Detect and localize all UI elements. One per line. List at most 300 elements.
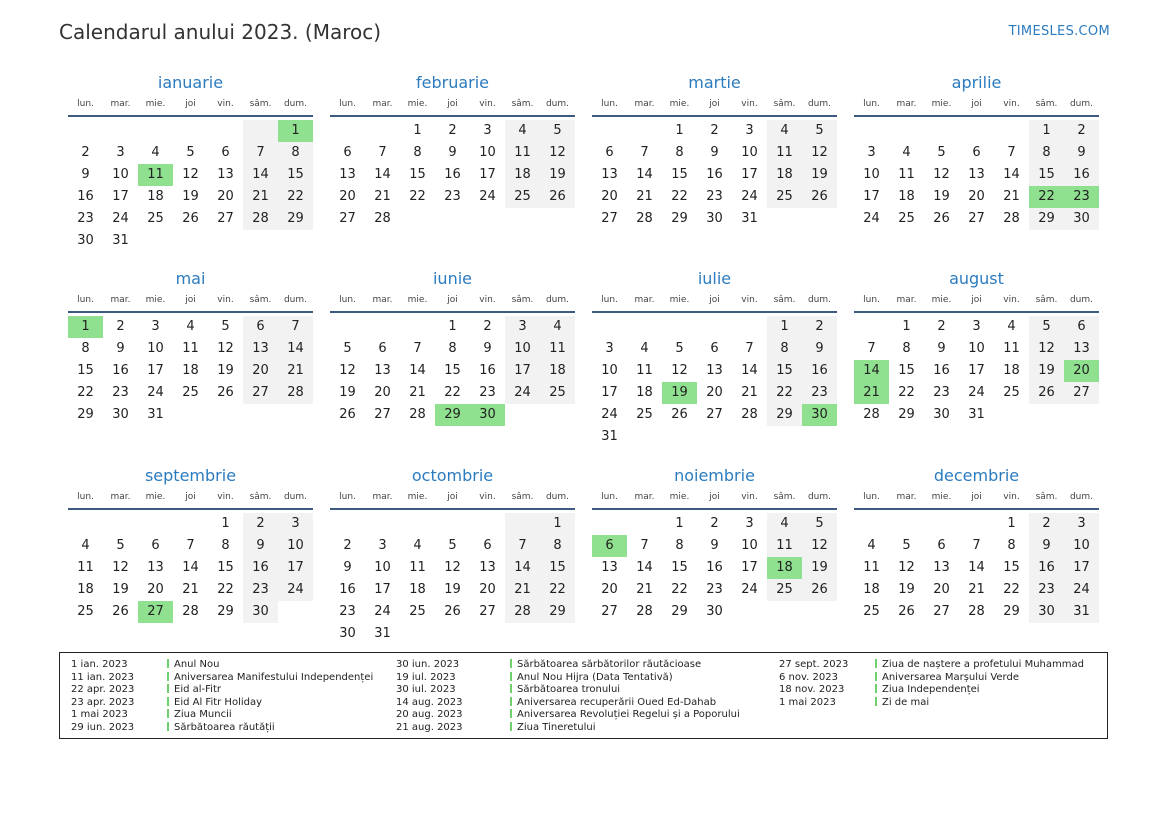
day-cell[interactable]: 15	[767, 360, 802, 382]
day-cell[interactable]: 2	[243, 513, 278, 535]
day-cell[interactable]: 5	[802, 513, 837, 535]
day-cell[interactable]: 1	[540, 513, 575, 535]
day-cell[interactable]: 6	[592, 535, 627, 557]
day-cell[interactable]: 6	[343, 145, 352, 160]
day-cell[interactable]: 4	[413, 538, 422, 553]
day-cell[interactable]: 6	[221, 145, 230, 160]
day-cell[interactable]: 21	[278, 360, 313, 382]
day-cell[interactable]: 3	[605, 341, 614, 356]
day-cell[interactable]: 15	[671, 167, 688, 182]
day-cell[interactable]: 27	[968, 211, 985, 226]
day-cell[interactable]: 3	[867, 145, 876, 160]
day-cell[interactable]: 8	[278, 142, 313, 164]
day-cell[interactable]: 10	[505, 338, 540, 360]
day-cell[interactable]: 28	[409, 407, 426, 422]
day-cell[interactable]: 29	[1003, 604, 1020, 619]
day-cell[interactable]: 29	[671, 211, 688, 226]
day-cell[interactable]: 8	[448, 341, 457, 356]
day-cell[interactable]: 15	[898, 363, 915, 378]
day-cell[interactable]: 11	[767, 142, 802, 164]
day-cell[interactable]: 30	[339, 626, 356, 641]
day-cell[interactable]: 30	[706, 211, 723, 226]
day-cell[interactable]: 6	[605, 145, 614, 160]
day-cell[interactable]: 12	[182, 167, 199, 182]
day-cell[interactable]: 25	[77, 604, 94, 619]
day-cell[interactable]: 15	[77, 363, 94, 378]
day-cell[interactable]: 30	[112, 407, 129, 422]
day-cell[interactable]: 16	[802, 360, 837, 382]
day-cell[interactable]: 26	[898, 604, 915, 619]
day-cell[interactable]: 30	[243, 601, 278, 623]
day-cell[interactable]: 3	[483, 123, 492, 138]
day-cell[interactable]: 1	[675, 516, 684, 531]
day-cell[interactable]: 2	[710, 123, 719, 138]
day-cell[interactable]: 23	[77, 211, 94, 226]
day-cell[interactable]: 18	[540, 360, 575, 382]
day-cell[interactable]: 17	[479, 167, 496, 182]
day-cell[interactable]: 14	[409, 363, 426, 378]
day-cell[interactable]: 29	[435, 404, 470, 426]
day-cell[interactable]: 16	[706, 560, 723, 575]
day-cell[interactable]: 16	[77, 189, 94, 204]
day-cell[interactable]: 17	[112, 189, 129, 204]
day-cell[interactable]: 25	[1003, 385, 1020, 400]
day-cell[interactable]: 14	[854, 360, 889, 382]
day-cell[interactable]: 15	[540, 557, 575, 579]
day-cell[interactable]: 13	[601, 560, 618, 575]
day-cell[interactable]: 3	[745, 123, 754, 138]
day-cell[interactable]: 16	[339, 582, 356, 597]
day-cell[interactable]: 22	[77, 385, 94, 400]
day-cell[interactable]: 28	[863, 407, 880, 422]
day-cell[interactable]: 18	[767, 164, 802, 186]
day-cell[interactable]: 8	[413, 145, 422, 160]
day-cell[interactable]: 5	[186, 145, 195, 160]
day-cell[interactable]: 24	[374, 604, 391, 619]
day-cell[interactable]: 20	[1064, 360, 1099, 382]
day-cell[interactable]: 1	[1007, 516, 1016, 531]
day-cell[interactable]: 17	[741, 560, 758, 575]
day-cell[interactable]: 31	[1064, 601, 1099, 623]
day-cell[interactable]: 23	[1029, 579, 1064, 601]
day-cell[interactable]: 26	[802, 186, 837, 208]
day-cell[interactable]: 31	[147, 407, 164, 422]
day-cell[interactable]: 5	[343, 341, 352, 356]
day-cell[interactable]: 5	[116, 538, 125, 553]
day-cell[interactable]: 26	[182, 211, 199, 226]
day-cell[interactable]: 24	[505, 382, 540, 404]
day-cell[interactable]: 12	[444, 560, 461, 575]
day-cell[interactable]: 7	[745, 341, 754, 356]
day-cell[interactable]: 19	[444, 582, 461, 597]
day-cell[interactable]: 3	[505, 316, 540, 338]
day-cell[interactable]: 19	[802, 164, 837, 186]
day-cell[interactable]: 19	[1029, 360, 1064, 382]
day-cell[interactable]: 17	[505, 360, 540, 382]
day-cell[interactable]: 25	[898, 211, 915, 226]
day-cell[interactable]: 18	[1003, 363, 1020, 378]
day-cell[interactable]: 14	[968, 560, 985, 575]
day-cell[interactable]: 7	[243, 142, 278, 164]
day-cell[interactable]: 9	[1029, 535, 1064, 557]
day-cell[interactable]: 28	[968, 604, 985, 619]
day-cell[interactable]: 13	[601, 167, 618, 182]
day-cell[interactable]: 6	[151, 538, 160, 553]
day-cell[interactable]: 4	[540, 316, 575, 338]
day-cell[interactable]: 22	[767, 382, 802, 404]
day-cell[interactable]: 29	[278, 208, 313, 230]
day-cell[interactable]: 18	[863, 582, 880, 597]
day-cell[interactable]: 21	[968, 582, 985, 597]
day-cell[interactable]: 15	[444, 363, 461, 378]
day-cell[interactable]: 15	[671, 560, 688, 575]
day-cell[interactable]: 19	[898, 582, 915, 597]
day-cell[interactable]: 11	[863, 560, 880, 575]
day-cell[interactable]: 13	[479, 560, 496, 575]
day-cell[interactable]: 27	[374, 407, 391, 422]
day-cell[interactable]: 2	[710, 516, 719, 531]
day-cell[interactable]: 1	[413, 123, 422, 138]
day-cell[interactable]: 24	[147, 385, 164, 400]
day-cell[interactable]: 20	[243, 360, 278, 382]
day-cell[interactable]: 25	[409, 604, 426, 619]
day-cell[interactable]: 18	[77, 582, 94, 597]
day-cell[interactable]: 18	[409, 582, 426, 597]
day-cell[interactable]: 17	[278, 557, 313, 579]
day-cell[interactable]: 20	[217, 189, 234, 204]
day-cell[interactable]: 13	[147, 560, 164, 575]
day-cell[interactable]: 15	[409, 167, 426, 182]
day-cell[interactable]: 19	[540, 164, 575, 186]
day-cell[interactable]: 10	[112, 167, 129, 182]
day-cell[interactable]: 23	[243, 579, 278, 601]
day-cell[interactable]: 18	[147, 189, 164, 204]
day-cell[interactable]: 27	[706, 407, 723, 422]
day-cell[interactable]: 23	[339, 604, 356, 619]
day-cell[interactable]: 1	[278, 120, 313, 142]
day-cell[interactable]: 17	[741, 167, 758, 182]
day-cell[interactable]: 4	[767, 120, 802, 142]
day-cell[interactable]: 28	[505, 601, 540, 623]
day-cell[interactable]: 3	[745, 516, 754, 531]
day-cell[interactable]: 22	[1029, 186, 1064, 208]
day-cell[interactable]: 9	[343, 560, 352, 575]
day-cell[interactable]: 11	[898, 167, 915, 182]
day-cell[interactable]: 22	[1003, 582, 1020, 597]
day-cell[interactable]: 25	[863, 604, 880, 619]
day-cell[interactable]: 10	[968, 341, 985, 356]
day-cell[interactable]: 31	[601, 429, 618, 444]
day-cell[interactable]: 10	[479, 145, 496, 160]
day-cell[interactable]: 22	[671, 582, 688, 597]
day-cell[interactable]: 7	[640, 538, 649, 553]
day-cell[interactable]: 12	[671, 363, 688, 378]
day-cell[interactable]: 5	[802, 120, 837, 142]
day-cell[interactable]: 2	[483, 319, 492, 334]
day-cell[interactable]: 27	[601, 211, 618, 226]
day-cell[interactable]: 28	[278, 382, 313, 404]
day-cell[interactable]: 2	[1064, 120, 1099, 142]
day-cell[interactable]: 5	[937, 145, 946, 160]
day-cell[interactable]: 27	[138, 601, 173, 623]
day-cell[interactable]: 2	[116, 319, 125, 334]
day-cell[interactable]: 25	[182, 385, 199, 400]
day-cell[interactable]: 30	[706, 604, 723, 619]
day-cell[interactable]: 29	[540, 601, 575, 623]
day-cell[interactable]: 24	[1064, 579, 1099, 601]
day-cell[interactable]: 21	[1003, 189, 1020, 204]
day-cell[interactable]: 6	[1064, 316, 1099, 338]
day-cell[interactable]: 29	[217, 604, 234, 619]
day-cell[interactable]: 9	[1064, 142, 1099, 164]
day-cell[interactable]: 4	[640, 341, 649, 356]
day-cell[interactable]: 17	[863, 189, 880, 204]
day-cell[interactable]: 23	[706, 189, 723, 204]
day-cell[interactable]: 20	[933, 582, 950, 597]
day-cell[interactable]: 6	[483, 538, 492, 553]
day-cell[interactable]: 22	[898, 385, 915, 400]
day-cell[interactable]: 26	[112, 604, 129, 619]
day-cell[interactable]: 19	[802, 557, 837, 579]
day-cell[interactable]: 15	[1029, 164, 1064, 186]
day-cell[interactable]: 30	[1029, 601, 1064, 623]
day-cell[interactable]: 4	[151, 145, 160, 160]
day-cell[interactable]: 30	[77, 233, 94, 248]
day-cell[interactable]: 11	[767, 535, 802, 557]
day-cell[interactable]: 31	[968, 407, 985, 422]
day-cell[interactable]: 11	[540, 338, 575, 360]
day-cell[interactable]: 21	[409, 385, 426, 400]
day-cell[interactable]: 21	[854, 382, 889, 404]
day-cell[interactable]: 29	[1029, 208, 1064, 230]
day-cell[interactable]: 9	[802, 338, 837, 360]
day-cell[interactable]: 17	[1064, 557, 1099, 579]
day-cell[interactable]: 20	[147, 582, 164, 597]
day-cell[interactable]: 24	[601, 407, 618, 422]
day-cell[interactable]: 26	[671, 407, 688, 422]
day-cell[interactable]: 20	[601, 582, 618, 597]
day-cell[interactable]: 16	[112, 363, 129, 378]
day-cell[interactable]: 3	[972, 319, 981, 334]
day-cell[interactable]: 23	[479, 385, 496, 400]
day-cell[interactable]: 14	[243, 164, 278, 186]
day-cell[interactable]: 13	[706, 363, 723, 378]
day-cell[interactable]: 26	[339, 407, 356, 422]
day-cell[interactable]: 14	[636, 560, 653, 575]
day-cell[interactable]: 14	[182, 560, 199, 575]
day-cell[interactable]: 14	[278, 338, 313, 360]
day-cell[interactable]: 30	[802, 404, 837, 426]
day-cell[interactable]: 14	[741, 363, 758, 378]
day-cell[interactable]: 7	[867, 341, 876, 356]
day-cell[interactable]: 5	[675, 341, 684, 356]
day-cell[interactable]: 25	[147, 211, 164, 226]
day-cell[interactable]: 6	[710, 341, 719, 356]
day-cell[interactable]: 4	[1007, 319, 1016, 334]
day-cell[interactable]: 14	[636, 167, 653, 182]
day-cell[interactable]: 21	[636, 189, 653, 204]
day-cell[interactable]: 30	[470, 404, 505, 426]
day-cell[interactable]: 26	[217, 385, 234, 400]
day-cell[interactable]: 11	[636, 363, 653, 378]
day-cell[interactable]: 26	[933, 211, 950, 226]
day-cell[interactable]: 22	[217, 582, 234, 597]
day-cell[interactable]: 8	[675, 538, 684, 553]
day-cell[interactable]: 9	[710, 145, 719, 160]
day-cell[interactable]: 17	[374, 582, 391, 597]
day-cell[interactable]: 10	[863, 167, 880, 182]
day-cell[interactable]: 12	[802, 535, 837, 557]
day-cell[interactable]: 27	[479, 604, 496, 619]
day-cell[interactable]: 16	[479, 363, 496, 378]
day-cell[interactable]: 2	[81, 145, 90, 160]
day-cell[interactable]: 1	[68, 316, 103, 338]
day-cell[interactable]: 9	[243, 535, 278, 557]
day-cell[interactable]: 16	[1029, 557, 1064, 579]
day-cell[interactable]: 18	[636, 385, 653, 400]
day-cell[interactable]: 12	[933, 167, 950, 182]
day-cell[interactable]: 13	[217, 167, 234, 182]
day-cell[interactable]: 13	[933, 560, 950, 575]
day-cell[interactable]: 14	[505, 557, 540, 579]
day-cell[interactable]: 26	[540, 186, 575, 208]
day-cell[interactable]: 16	[444, 167, 461, 182]
day-cell[interactable]: 7	[1007, 145, 1016, 160]
day-cell[interactable]: 8	[1029, 142, 1064, 164]
day-cell[interactable]: 24	[278, 579, 313, 601]
day-cell[interactable]: 23	[933, 385, 950, 400]
day-cell[interactable]: 18	[505, 164, 540, 186]
day-cell[interactable]: 12	[540, 142, 575, 164]
day-cell[interactable]: 7	[505, 535, 540, 557]
site-link[interactable]: TIMESLES.COM	[1008, 24, 1110, 39]
day-cell[interactable]: 4	[767, 513, 802, 535]
day-cell[interactable]: 10	[601, 363, 618, 378]
day-cell[interactable]: 29	[767, 404, 802, 426]
day-cell[interactable]: 30	[1064, 208, 1099, 230]
day-cell[interactable]: 12	[339, 363, 356, 378]
day-cell[interactable]: 5	[221, 319, 230, 334]
day-cell[interactable]: 25	[767, 579, 802, 601]
day-cell[interactable]: 24	[112, 211, 129, 226]
day-cell[interactable]: 17	[968, 363, 985, 378]
day-cell[interactable]: 1	[675, 123, 684, 138]
day-cell[interactable]: 21	[182, 582, 199, 597]
day-cell[interactable]: 9	[116, 341, 125, 356]
day-cell[interactable]: 8	[81, 341, 90, 356]
day-cell[interactable]: 19	[182, 189, 199, 204]
day-cell[interactable]: 24	[741, 582, 758, 597]
day-cell[interactable]: 12	[1029, 338, 1064, 360]
day-cell[interactable]: 3	[116, 145, 125, 160]
day-cell[interactable]: 2	[802, 316, 837, 338]
day-cell[interactable]: 12	[217, 341, 234, 356]
day-cell[interactable]: 8	[675, 145, 684, 160]
day-cell[interactable]: 7	[640, 145, 649, 160]
day-cell[interactable]: 1	[1029, 120, 1064, 142]
day-cell[interactable]: 20	[339, 189, 356, 204]
day-cell[interactable]: 9	[448, 145, 457, 160]
day-cell[interactable]: 13	[968, 167, 985, 182]
day-cell[interactable]: 27	[601, 604, 618, 619]
day-cell[interactable]: 29	[671, 604, 688, 619]
day-cell[interactable]: 19	[662, 382, 697, 404]
day-cell[interactable]: 22	[444, 385, 461, 400]
day-cell[interactable]: 27	[933, 604, 950, 619]
day-cell[interactable]: 6	[937, 538, 946, 553]
day-cell[interactable]: 27	[243, 382, 278, 404]
day-cell[interactable]: 10	[147, 341, 164, 356]
day-cell[interactable]: 22	[278, 186, 313, 208]
day-cell[interactable]: 3	[378, 538, 387, 553]
day-cell[interactable]: 7	[278, 316, 313, 338]
day-cell[interactable]: 3	[278, 513, 313, 535]
day-cell[interactable]: 31	[741, 211, 758, 226]
day-cell[interactable]: 25	[540, 382, 575, 404]
day-cell[interactable]: 20	[706, 385, 723, 400]
day-cell[interactable]: 18	[767, 557, 802, 579]
day-cell[interactable]: 1	[221, 516, 230, 531]
day-cell[interactable]: 7	[413, 341, 422, 356]
day-cell[interactable]: 6	[243, 316, 278, 338]
day-cell[interactable]: 17	[147, 363, 164, 378]
day-cell[interactable]: 13	[374, 363, 391, 378]
day-cell[interactable]: 15	[278, 164, 313, 186]
day-cell[interactable]: 28	[374, 211, 391, 226]
day-cell[interactable]: 28	[182, 604, 199, 619]
day-cell[interactable]: 9	[710, 538, 719, 553]
day-cell[interactable]: 8	[767, 338, 802, 360]
day-cell[interactable]: 30	[933, 407, 950, 422]
day-cell[interactable]: 9	[483, 341, 492, 356]
day-cell[interactable]: 1	[902, 319, 911, 334]
day-cell[interactable]: 1	[767, 316, 802, 338]
day-cell[interactable]: 2	[1029, 513, 1064, 535]
day-cell[interactable]: 31	[374, 626, 391, 641]
day-cell[interactable]: 13	[339, 167, 356, 182]
day-cell[interactable]: 2	[343, 538, 352, 553]
day-cell[interactable]: 14	[1003, 167, 1020, 182]
day-cell[interactable]: 2	[448, 123, 457, 138]
day-cell[interactable]: 21	[636, 582, 653, 597]
day-cell[interactable]: 22	[671, 189, 688, 204]
day-cell[interactable]: 15	[217, 560, 234, 575]
day-cell[interactable]: 23	[706, 582, 723, 597]
day-cell[interactable]: 7	[378, 145, 387, 160]
day-cell[interactable]: 18	[898, 189, 915, 204]
day-cell[interactable]: 20	[374, 385, 391, 400]
day-cell[interactable]: 21	[374, 189, 391, 204]
day-cell[interactable]: 10	[741, 538, 758, 553]
day-cell[interactable]: 23	[112, 385, 129, 400]
day-cell[interactable]: 11	[1003, 341, 1020, 356]
day-cell[interactable]: 10	[374, 560, 391, 575]
day-cell[interactable]: 26	[802, 579, 837, 601]
day-cell[interactable]: 8	[902, 341, 911, 356]
day-cell[interactable]: 29	[77, 407, 94, 422]
day-cell[interactable]: 10	[278, 535, 313, 557]
day-cell[interactable]: 21	[505, 579, 540, 601]
day-cell[interactable]: 5	[448, 538, 457, 553]
day-cell[interactable]: 18	[182, 363, 199, 378]
day-cell[interactable]: 17	[601, 385, 618, 400]
day-cell[interactable]: 12	[898, 560, 915, 575]
day-cell[interactable]: 25	[767, 186, 802, 208]
day-cell[interactable]: 24	[479, 189, 496, 204]
day-cell[interactable]: 26	[444, 604, 461, 619]
day-cell[interactable]: 28	[636, 211, 653, 226]
day-cell[interactable]: 11	[182, 341, 199, 356]
